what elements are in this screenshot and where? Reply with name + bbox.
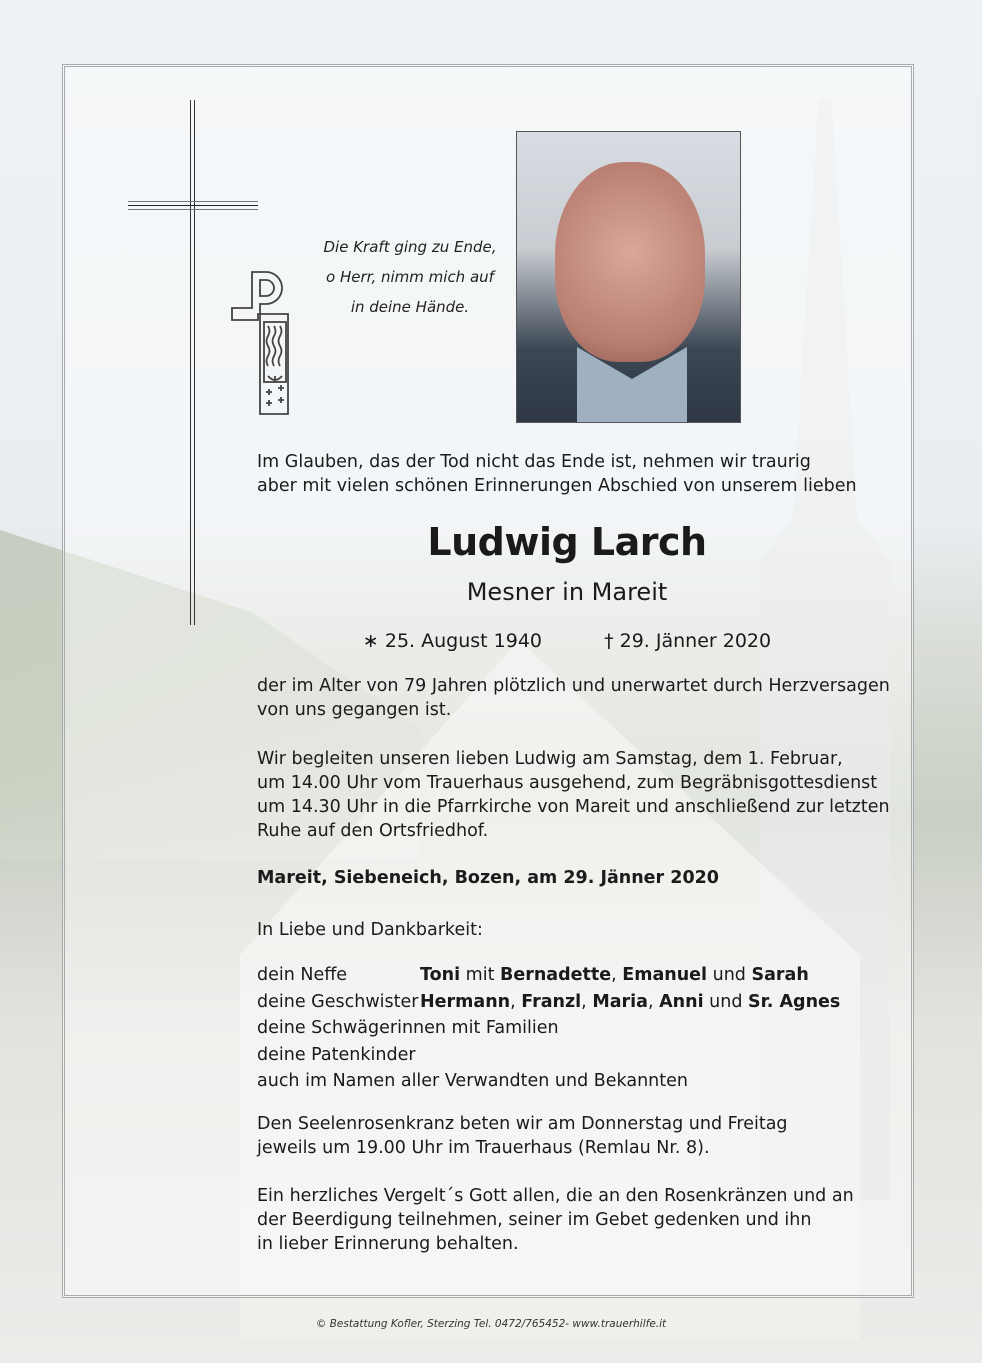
family-member-name: Hermann — [420, 991, 511, 1012]
text-line: Ein herzliches Vergelt´s Gott allen, die an den Rosenkränzen und an — [257, 1186, 854, 1206]
place-date: Mareit, Siebeneich, Bozen, am 29. Jänner 2020 — [257, 868, 719, 888]
death-date: † 29. Jänner 2020 — [604, 630, 772, 652]
family-member-name: Anni — [659, 991, 704, 1012]
connector-text: und — [703, 991, 749, 1012]
family-row — [257, 1068, 840, 1095]
family-member-name: Bernadette — [500, 965, 612, 985]
text-line: um 14.30 Uhr in die Pfarrkirche von Mareit und anschließend zur letzten — [257, 797, 890, 817]
gratitude-heading: In Liebe und Dankbarkeit: — [257, 920, 483, 940]
text-line: Den Seelenrosenkranz beten wir am Donnerstag und Freitag — [257, 1114, 788, 1134]
text-line: Wir begleiten unseren lieben Ludwig am Samstag, dem 1. Februar, — [257, 749, 843, 769]
quote — [300, 232, 520, 322]
intro-line: Im Glauben, das der Tod nicht das Ende ist, nehmen wir traurig — [257, 452, 811, 472]
chi-rho-symbol-icon — [230, 270, 294, 415]
intro-text — [257, 450, 857, 498]
funeral-text — [257, 747, 890, 843]
family-member-name: Sr. Agnes — [748, 991, 841, 1012]
rosary-text — [257, 1112, 788, 1160]
family-relation: deine Schwägerinnen mit Familien — [257, 1018, 559, 1038]
quote-line: o Herr, nimm mich auf — [326, 268, 494, 286]
connector-text: , — [581, 991, 593, 1012]
family-relation: auch im Namen aller Verwandten und Bekannten — [257, 1071, 688, 1091]
family-member-name: Franzl — [521, 991, 582, 1012]
life-dates — [257, 630, 877, 652]
text-line: Ruhe auf den Ortsfriedhof. — [257, 821, 489, 841]
birth-date: ∗ 25. August 1940 — [362, 630, 543, 652]
connector-text: , — [611, 965, 623, 985]
family-member-name: Toni — [420, 965, 461, 985]
family-row — [257, 1042, 840, 1069]
connector-text: und — [707, 965, 752, 985]
footer-credit: © Bestattung Kofler, Sterzing Tel. 0472/765452- www.trauerhilfe.it — [315, 1318, 667, 1330]
connector-text: mit — [460, 965, 500, 985]
death-text — [257, 674, 890, 722]
family-row — [257, 1015, 840, 1042]
deceased-name: Ludwig Larch — [427, 520, 707, 564]
intro-line: aber mit vielen schönen Erinnerungen Abschied von unserem lieben — [257, 476, 857, 496]
family-member-name: Maria — [592, 991, 648, 1012]
quote-line: in deine Hände. — [350, 298, 470, 316]
text-line: um 14.00 Uhr vom Trauerhaus ausgehend, zum Begräbnisgottesdienst — [257, 773, 878, 793]
text-line: von uns gegangen ist. — [257, 700, 452, 720]
family-list — [257, 962, 840, 1095]
connector-text: , — [647, 991, 660, 1012]
deceased-role: Mesner in Mareit — [466, 578, 668, 606]
portrait-photo — [516, 131, 741, 423]
portrait-face — [555, 162, 705, 362]
thanks-text — [257, 1184, 854, 1256]
text-line: der im Alter von 79 Jahren plötzlich und unerwartet durch Herzversagen — [257, 676, 890, 696]
family-row — [257, 962, 840, 989]
cross-bar — [128, 201, 258, 210]
family-row — [257, 989, 840, 1016]
quote-line: Die Kraft ging zu Ende, — [323, 238, 497, 256]
text-line: in lieber Erinnerung behalten. — [257, 1234, 519, 1254]
cross-icon — [190, 100, 195, 625]
family-relation: deine Geschwister — [257, 991, 419, 1012]
family-relation: deine Patenkinder — [257, 1044, 416, 1065]
family-member-name: Emanuel — [622, 965, 708, 985]
text-line: jeweils um 19.00 Uhr im Trauerhaus (Remlau Nr. 8). — [257, 1138, 710, 1158]
family-member-name: Sarah — [751, 965, 809, 985]
text-line: der Beerdigung teilnehmen, seiner im Gebet gedenken und ihn — [257, 1210, 812, 1230]
family-relation: dein Neffe — [257, 965, 348, 985]
connector-text: , — [510, 991, 522, 1012]
